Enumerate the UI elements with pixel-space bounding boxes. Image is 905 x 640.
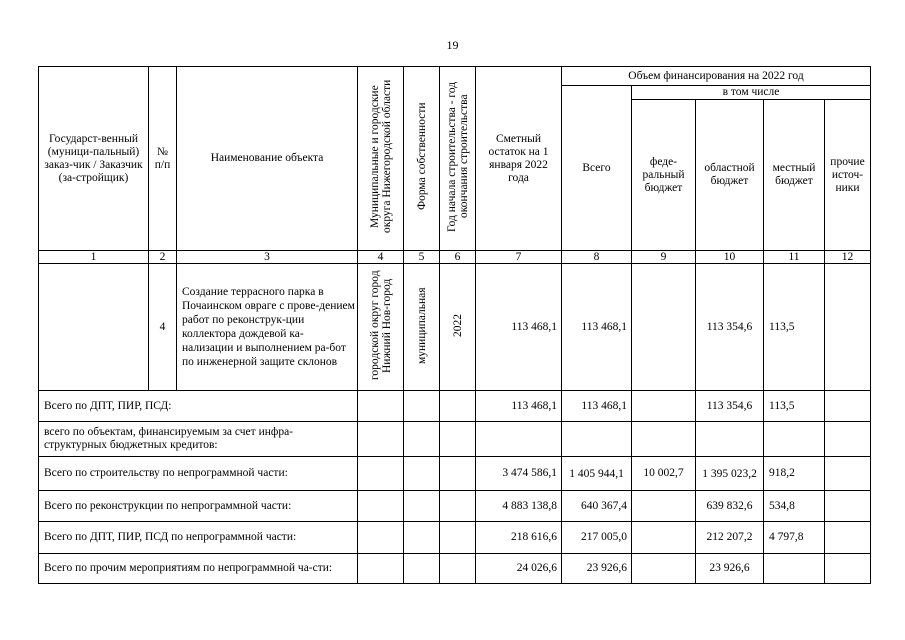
summary-local: 918,2: [764, 457, 825, 491]
summary-label: Всего по строительству по непрограммной части:: [39, 457, 358, 491]
header-local: местный бюджет: [764, 100, 825, 251]
summary-federal: [632, 391, 696, 422]
col-number: 3: [177, 251, 358, 264]
header-num: № п/п: [149, 67, 177, 251]
header-ownership: Форма собственности: [415, 102, 428, 211]
col-number: 6: [440, 251, 476, 264]
header-customer: Государст-венный (муници-пальный) заказ-чик / Заказчик (за-стройщик): [39, 67, 149, 251]
summary-estimated: [476, 422, 562, 457]
summary-other: [825, 522, 871, 554]
summary-regional: 113 354,6: [696, 391, 764, 422]
project-years: 2022: [451, 313, 464, 337]
summary-estimated: 3 474 586,1: [476, 457, 562, 491]
summary-regional: 639 832,6: [696, 491, 764, 522]
summary-local: [764, 422, 825, 457]
header-federal: феде-ральный бюджет: [632, 100, 696, 251]
project-num: 4: [149, 264, 177, 391]
summary-estimated: 24 026,6: [476, 554, 562, 584]
financing-table: [38, 66, 871, 584]
col-number: 9: [632, 251, 696, 264]
summary-federal: [632, 522, 696, 554]
header-other: прочие источ-ники: [825, 100, 871, 251]
project-federal: [632, 264, 696, 391]
summary-local: 113,5: [764, 391, 825, 422]
project-total: 113 468,1: [562, 264, 632, 391]
header-municipality: Муниципальные и городские округа Нижегородской области: [368, 79, 393, 234]
summary-other: [825, 422, 871, 457]
col-number: 1: [39, 251, 149, 264]
summary-federal: [632, 491, 696, 522]
summary-regional: 1 395 023,2: [696, 457, 764, 491]
header-years: Год начала строительства - год окончания строительства: [445, 81, 470, 232]
summary-total: 113 468,1: [562, 391, 632, 422]
col-number: 7: [476, 251, 562, 264]
project-name: Создание террасного парка в Почаинском овраге с прове-дением работ по реконструк-ции коллектора дождевой ка-нализации и выполнением ра-бот по инженерной защите склонов: [177, 264, 358, 391]
summary-regional: 212 207,2: [696, 522, 764, 554]
column-numbers-row: [39, 251, 871, 264]
header-object-name: Наименование объекта: [177, 67, 358, 251]
col-number: 11: [764, 251, 825, 264]
page-number: 19: [446, 38, 459, 52]
header-funding-group: Объем финансирования на 2022 год: [562, 67, 871, 86]
summary-local: 534,8: [764, 491, 825, 522]
project-other: [825, 264, 871, 391]
header-regional: областной бюджет: [696, 100, 764, 251]
summary-federal: 10 002,7: [632, 457, 696, 491]
project-regional: 113 354,6: [696, 264, 764, 391]
col-number: 10: [696, 251, 764, 264]
header-total: Всего: [562, 86, 632, 251]
header-including: в том числе: [632, 86, 871, 100]
summary-federal: [632, 554, 696, 584]
summary-other: [825, 391, 871, 422]
summary-other: [825, 457, 871, 491]
summary-label: Всего по реконструкции по непрограммной части:: [39, 491, 358, 522]
col-number: 8: [562, 251, 632, 264]
summary-estimated: 218 616,6: [476, 522, 562, 554]
summary-row: [39, 422, 871, 457]
summary-local: [764, 554, 825, 584]
summary-regional: [696, 422, 764, 457]
summary-label: Всего по ДПТ, ПИР, ПСД по непрограммной части:: [39, 522, 358, 554]
summary-total: 1 405 944,1: [562, 457, 632, 491]
summary-total: 640 367,4: [562, 491, 632, 522]
summary-total: 217 005,0: [562, 522, 632, 554]
summary-federal: [632, 422, 696, 457]
summary-row: [39, 457, 871, 491]
summary-label: всего по объектам, финансируемым за счет инфра-структурных бюджетных кредитов:: [39, 422, 358, 457]
project-local: 113,5: [764, 264, 825, 391]
summary-label: Всего по ДПТ, ПИР, ПСД:: [39, 391, 358, 422]
col-number: 5: [404, 251, 440, 264]
summary-local: 4 797,8: [764, 522, 825, 554]
col-number: 2: [149, 251, 177, 264]
summary-label: Всего по прочим мероприятиям по непрограммной ча-сти:: [39, 554, 358, 584]
col-number: 12: [825, 251, 871, 264]
summary-row: [39, 391, 871, 422]
project-ownership: муниципальная: [415, 286, 428, 364]
summary-other: [825, 554, 871, 584]
col-number: 4: [358, 251, 404, 264]
summary-row: [39, 554, 871, 584]
project-estimated: 113 468,1: [476, 264, 562, 391]
summary-estimated: 113 468,1: [476, 391, 562, 422]
project-row: [39, 264, 871, 391]
summary-total: 23 926,6: [562, 554, 632, 584]
summary-total: [562, 422, 632, 457]
summary-estimated: 4 883 138,8: [476, 491, 562, 522]
summary-other: [825, 491, 871, 522]
summary-row: [39, 522, 871, 554]
summary-row: [39, 491, 871, 522]
header-estimated: Сметный остаток на 1 января 2022 года: [476, 67, 562, 251]
summary-regional: 23 926,6: [696, 554, 764, 584]
project-municipality: городской округ город Нижний Нов-город: [368, 270, 393, 380]
